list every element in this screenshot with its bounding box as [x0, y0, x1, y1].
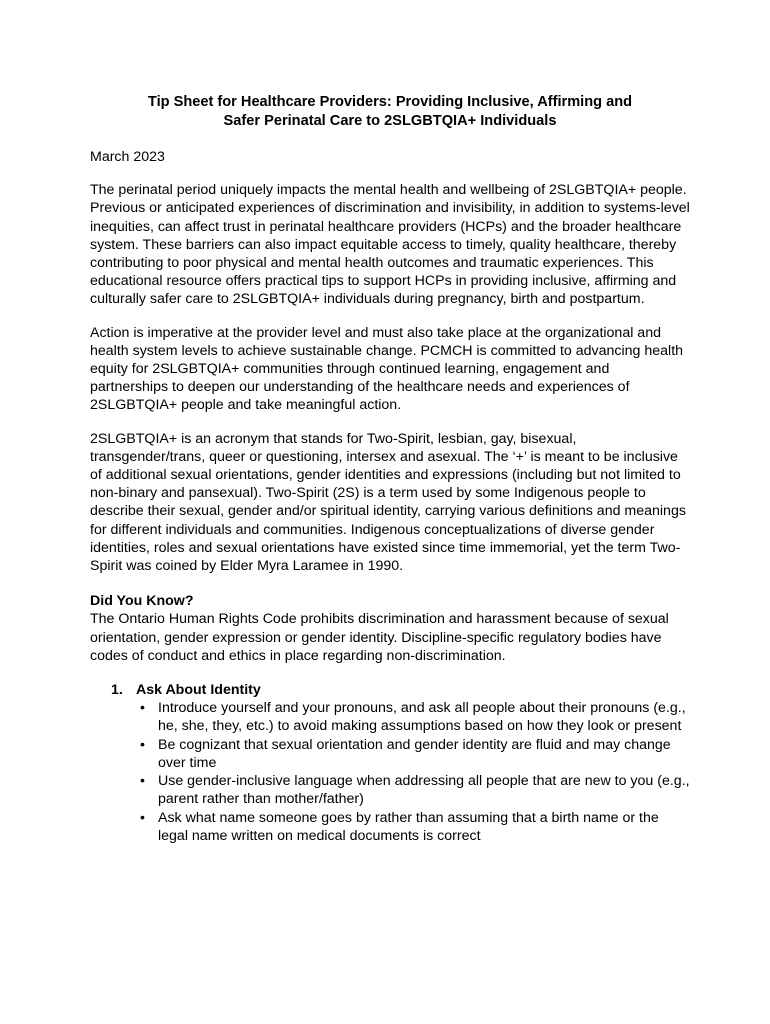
title-line-2: Safer Perinatal Care to 2SLGBTQIA+ Individuals — [223, 113, 557, 129]
bullet-icon: • — [140, 773, 145, 790]
document-page — [90, 93, 690, 845]
bullet-list — [90, 699, 690, 845]
title-line-1: Tip Sheet for Healthcare Providers: Providing Inclusive, Affirming and — [147, 94, 633, 110]
list-item-text: Ask what name someone goes by rather than assuming that a birth name or the legal name written on medical documents is correct — [158, 809, 659, 844]
list-item-text: Be cognizant that sexual orientation and gender identity are fluid and may change over time — [158, 736, 671, 771]
list-item-text: Introduce yourself and your pronouns, and ask all people about their pronouns (e.g., he, she, they, etc.) to avoid making assumptions based on how they look or present — [158, 700, 686, 735]
document-title — [90, 93, 690, 131]
list-item — [90, 736, 690, 772]
did-you-know-heading: Did You Know? — [90, 593, 194, 610]
list-item-text: Use gender-inclusive language when addressing all people that are new to you (e.g., parent rather than mother/father) — [158, 773, 690, 808]
list-item — [90, 699, 690, 735]
bullet-icon: • — [140, 809, 145, 826]
document-date: March 2023 — [90, 149, 165, 165]
intro-paragraph: The perinatal period uniquely impacts the mental health and wellbeing of 2SLGBTQIA+ people. Previous or anticipated experiences of discrimination and invisibility, in addition to systems-level inequities, can affect trust in perinatal healthcare providers (HCPs) and the broader healthcare system. These barriers can also impact equitable access to timely, quality healthcare, thereby contributing to poor physical and mental health outcomes and traumatic experiences. This educational resource offers practical tips to support HCPs in providing inclusive, affirming and culturally safer care to 2SLGBTQIA+ individuals during pregnancy, birth and postpartum. — [90, 182, 690, 308]
acronym-paragraph: 2SLGBTQIA+ is an acronym that stands for Two-Spirit, lesbian, gay, bisexual, transgender/trans, queer or questioning, intersex and asexual. The ‘+’ is meant to be inclusive of additional sexual orientations, gender identities and expressions (including but not limited to non-binary and pansexual). Two-Spirit (2S) is a term used by some Indigenous people to describe their sexual, gender and/or spiritual identity, carrying various definitions and meanings for different individuals and communities. Indigenous conceptualizations of diverse gender identities, roles and sexual orientations have existed since time immemorial, yet the term Two-Spirit was coined by Elder Myra Laramee in 1990. — [90, 430, 686, 575]
bullet-icon: • — [140, 736, 145, 753]
action-paragraph: Action is imperative at the provider level and must also take place at the organizational and health system levels to achieve sustainable change. PCMCH is committed to advancing health equity for 2SLGBTQIA+ communities through continued learning, engagement and partnerships to deepen our understanding of the healthcare needs and experiences of 2SLGBTQIA+ people and take meaningful action. — [90, 324, 684, 414]
section-number: 1. — [111, 682, 123, 699]
list-item — [90, 772, 690, 808]
bullet-icon: • — [140, 700, 145, 717]
list-item — [90, 809, 690, 845]
section-heading — [90, 681, 690, 699]
did-you-know-text: The Ontario Human Rights Code prohibits discrimination and harassment because of sexual orientation, gender expression or gender identity. Discipline-specific regulatory bodies have codes of conduct and ethics in place regarding non-discrimination. — [90, 611, 669, 664]
section-title: Ask About Identity — [136, 682, 261, 699]
section-ask-about-identity — [90, 681, 690, 845]
did-you-know-box — [90, 592, 690, 665]
